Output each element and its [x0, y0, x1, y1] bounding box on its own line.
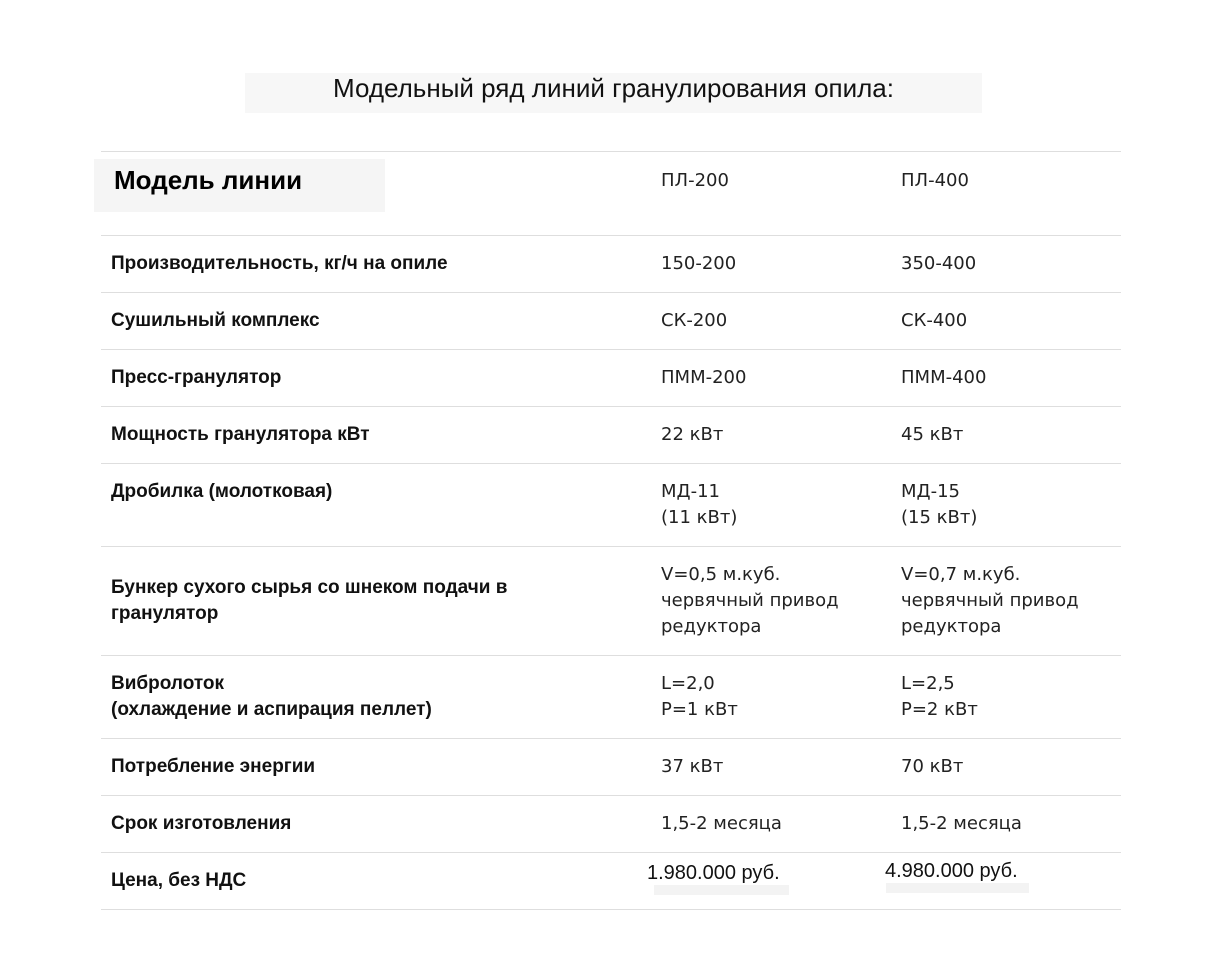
row-value: L=2,5 P=2 кВт — [901, 673, 978, 720]
row-label: Цена, без НДС — [111, 870, 247, 891]
row-value: МД-11 (11 кВт) — [661, 481, 738, 528]
row-value: 22 кВт — [661, 424, 724, 445]
table-header-row — [101, 152, 1121, 236]
page-title: Модельный ряд линий гранулирования опила: — [333, 73, 894, 103]
row-value: ПММ-200 — [661, 367, 747, 388]
row-value: 1,5-2 месяца — [661, 813, 782, 834]
row-value: СК-400 — [901, 310, 968, 331]
model-table — [101, 151, 1121, 910]
title-banner — [245, 73, 982, 113]
header-label: Модель линии — [114, 165, 303, 195]
table-row — [101, 464, 1121, 547]
row-value: V=0,7 м.куб. червячный привод редуктора — [901, 564, 1079, 637]
row-value: 1,5-2 месяца — [901, 813, 1022, 834]
row-label: Дробилка (молотковая) — [111, 481, 333, 502]
table-row — [101, 293, 1121, 350]
row-value: 150-200 — [661, 253, 737, 274]
price-highlight — [886, 883, 1029, 893]
model-name: ПЛ-400 — [901, 170, 969, 191]
row-label: Производительность, кг/ч на опиле — [111, 253, 448, 274]
row-label: Вибролоток (охлаждение и аспирация пеллет) — [111, 673, 432, 720]
table-row — [101, 739, 1121, 796]
table-row — [101, 236, 1121, 293]
row-value: 37 кВт — [661, 756, 724, 777]
price-value: 1.980.000 руб. — [647, 862, 780, 884]
table-row — [101, 656, 1121, 739]
row-value: V=0,5 м.куб. червячный привод редуктора — [661, 564, 839, 637]
row-label: Потребление энергии — [111, 756, 316, 777]
price-highlight — [654, 885, 789, 895]
row-label: Сушильный комплекс — [111, 310, 320, 331]
row-value: МД-15 (15 кВт) — [901, 481, 978, 528]
row-value: 45 кВт — [901, 424, 964, 445]
table-row-price — [101, 853, 1121, 910]
table-row — [101, 350, 1121, 407]
row-label: Мощность гранулятора кВт — [111, 424, 370, 445]
price-value: 4.980.000 руб. — [885, 860, 1018, 882]
table-row — [101, 547, 1121, 656]
row-label: Пресс-гранулятор — [111, 367, 282, 388]
row-label: Бункер сухого сырья со шнеком подачи в гранулятор — [111, 577, 508, 624]
table-row — [101, 796, 1121, 853]
row-value: ПММ-400 — [901, 367, 987, 388]
row-value: L=2,0 P=1 кВт — [661, 673, 738, 720]
row-value: СК-200 — [661, 310, 728, 331]
model-name: ПЛ-200 — [661, 170, 729, 191]
row-value: 350-400 — [901, 253, 977, 274]
row-label: Срок изготовления — [111, 813, 292, 834]
table-row — [101, 407, 1121, 464]
row-value: 70 кВт — [901, 756, 964, 777]
